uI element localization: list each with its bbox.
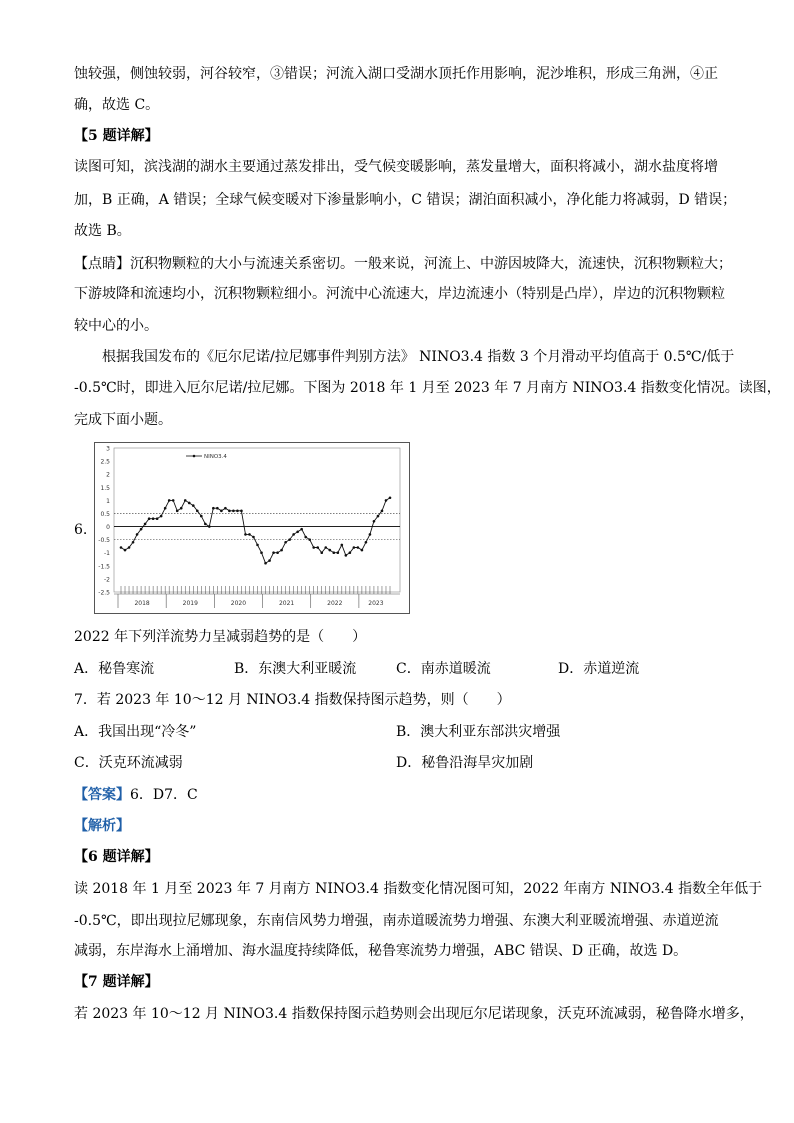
data-point (308, 538, 311, 541)
data-point (232, 510, 235, 513)
answer-text: 6．D7．C (130, 787, 198, 803)
text-line: 确，故选 C。 (74, 97, 160, 113)
legend-marker (193, 455, 196, 458)
text-line: 【点睛】沉积物颗粒的大小与流速关系密切。一般来说，河流上、中游因坡降大，流速快，沉积物颗粒大； (74, 256, 732, 272)
y-tick-label: 0.5 (100, 510, 110, 518)
data-point (164, 507, 167, 510)
text-line: -0.5℃，即出现拉尼娜现象，东南信风势力增强，南赤道暖流势力增强、东澳大利亚暖流增强、赤道逆流 (74, 913, 719, 929)
data-point (288, 538, 291, 541)
text-line: 蚀较强，侧蚀较弱，河谷较窄，③错误；河流入湖口受湖水顶托作用影响，泥沙堆积，形成三角洲，④正 (74, 66, 718, 82)
data-point (276, 551, 279, 554)
data-point (204, 523, 207, 526)
data-point (292, 533, 295, 536)
data-point (337, 551, 340, 554)
y-tick-label: 1.5 (100, 484, 110, 492)
data-point (373, 520, 376, 523)
data-point (180, 507, 183, 510)
y-tick-label: 3 (106, 445, 110, 453)
analysis-label: 【解析】 (74, 818, 130, 834)
data-point (365, 541, 368, 544)
data-point (252, 536, 255, 539)
data-point (244, 533, 247, 536)
legend-label: NINO3.4 (204, 454, 227, 460)
option-6a: A．秘鲁寒流 (74, 661, 155, 677)
year-label: 2020 (230, 600, 247, 607)
text-line: 根据我国发布的《厄尔尼诺/拉尼娜事件判别方法》 NINO3.4 指数 3 个月滑动平均值高于 0.5℃/低于 (102, 349, 735, 365)
data-point (377, 515, 380, 518)
data-point (357, 546, 360, 549)
year-label: 2021 (278, 600, 295, 607)
section-heading-q5: 【5 题详解】 (74, 128, 159, 144)
data-point (240, 510, 243, 513)
data-point (124, 549, 127, 552)
data-point (224, 507, 227, 510)
data-point (228, 510, 231, 513)
data-point (280, 549, 283, 552)
y-tick-label: 0 (106, 524, 110, 532)
data-point (168, 499, 171, 502)
year-label: 2018 (134, 600, 150, 607)
year-label: 2022 (327, 600, 343, 607)
data-point (381, 510, 384, 513)
data-point (184, 499, 187, 502)
y-tick-label: -2 (104, 576, 110, 584)
data-point (136, 533, 139, 536)
y-tick-label: -2.5 (98, 589, 110, 597)
question-7: 7．若 2023 年 10～12 月 NINO3.4 指数保持图示趋势，则（ ） (74, 692, 511, 708)
y-tick-label: 2.5 (100, 458, 110, 466)
answer-label: 【答案】 (74, 787, 130, 803)
data-point (216, 507, 219, 510)
data-point (148, 517, 151, 520)
year-label: 2023 (368, 600, 384, 607)
data-point (196, 510, 199, 513)
data-point (208, 525, 211, 528)
data-point (272, 551, 275, 554)
option-6c: C．南赤道暖流 (396, 661, 491, 677)
text-line: 减弱，东岸海水上涌增加、海水温度持续降低，秘鲁寒流势力增强，ABC 错误、D 正确，故选 D。 (74, 943, 688, 959)
chart-canvas (94, 442, 410, 614)
text-line: 加，B 正确，A 错误；全球气候变暖对下渗量影响小，C 错误；湖泊面积减小，净化能力将减弱，D 错误； (74, 192, 737, 208)
data-point (353, 546, 356, 549)
data-point (248, 533, 251, 536)
year-label: 2019 (182, 600, 198, 607)
data-point (316, 546, 319, 549)
data-point (152, 517, 155, 520)
data-point (160, 515, 163, 518)
data-point (200, 515, 203, 518)
data-point (349, 551, 352, 554)
question-6: 2022 年下列洋流势力呈减弱趋势的是（ ） (74, 629, 367, 645)
data-point (312, 546, 315, 549)
option-7c: C．沃克环流减弱 (74, 755, 183, 771)
data-point (132, 541, 135, 544)
option-7a: A．我国出现“冷冬” (74, 724, 197, 740)
data-point (260, 551, 263, 554)
data-point (324, 546, 327, 549)
answer-line (74, 785, 198, 805)
section-heading-q6: 【6 题详解】 (74, 849, 159, 865)
data-point (300, 528, 303, 531)
y-tick-label: 2 (106, 471, 110, 479)
data-point (144, 523, 147, 526)
option-6b: B．东澳大利亚暖流 (234, 661, 357, 677)
text-line: 读图可知，滨浅湖的湖水主要通过蒸发排出，受气候变暖影响，蒸发量增大，面积将减小，湖水盐度将增 (74, 159, 718, 175)
text-line: 若 2023 年 10～12 月 NINO3.4 指数保持图示趋势则会出现厄尔尼诺现象，沃克环流减弱，秘鲁降水增多， (74, 1006, 754, 1022)
section-heading-q7: 【7 题详解】 (74, 974, 159, 990)
data-point (188, 502, 191, 505)
option-6d: D．赤道逆流 (558, 661, 640, 677)
data-point (140, 528, 143, 531)
data-point (284, 541, 287, 544)
data-point (156, 517, 159, 520)
data-point (220, 510, 223, 513)
nino34-chart (94, 442, 410, 614)
data-point (236, 510, 239, 513)
text-line: 较中心的小。 (74, 318, 158, 334)
data-point (296, 530, 299, 533)
data-point (192, 504, 195, 507)
option-7d: D．秘鲁沿海旱灾加剧 (396, 755, 534, 771)
data-point (328, 549, 331, 552)
data-point (304, 536, 307, 539)
data-point (369, 533, 372, 536)
data-point (128, 546, 131, 549)
text-line: -0.5℃时，即进入厄尔尼诺/拉尼娜。下图为 2018 年 1 月至 2023 年 7 月南方 NINO3.4 指数变化情况。读图， (74, 380, 781, 396)
question-number-6: 6. (74, 522, 88, 538)
data-point (385, 499, 388, 502)
data-point (264, 562, 267, 565)
data-point (176, 510, 179, 513)
data-point (345, 554, 348, 557)
y-tick-label: -1 (104, 550, 110, 558)
data-point (320, 551, 323, 554)
data-point (332, 551, 335, 554)
text-line: 完成下面小题。 (74, 412, 172, 428)
text-line: 读 2018 年 1 月至 2023 年 7 月南方 NINO3.4 指数变化情况图可知，2022 年南方 NINO3.4 指数全年低于 (74, 881, 763, 897)
data-point (212, 507, 215, 510)
data-point (256, 544, 259, 547)
data-point (120, 546, 123, 549)
data-point (341, 544, 344, 547)
data-point (268, 559, 271, 562)
text-line: 下游坡降和流速均小，沉积物颗粒细小。河流中心流速大，岸边流速小（特别是凸岸），岸边的沉积物颗粒 (74, 286, 725, 302)
y-tick-label: -1.5 (98, 563, 110, 571)
text-line: 故选 B。 (74, 223, 131, 239)
y-tick-label: -0.5 (98, 537, 110, 545)
data-point (361, 549, 364, 552)
chart-svg (94, 442, 410, 614)
option-7b: B．澳大利亚东部洪灾增强 (396, 724, 561, 740)
data-point (389, 496, 392, 499)
data-point (172, 499, 175, 502)
y-tick-label: 1 (106, 497, 110, 505)
